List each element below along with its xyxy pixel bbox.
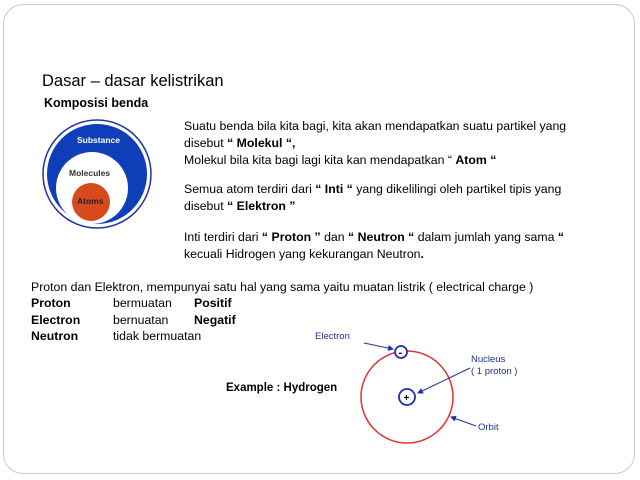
p2-line1: Semua atom terdiri dari “ Inti “ yang dikelilingi oleh partikel tipis yang bbox=[184, 182, 562, 196]
paragraph-molecule bbox=[184, 118, 566, 169]
p3-line1: Inti terdiri dari “ Proton ” dan “ Neutron “ dalam jumlah yang sama “ bbox=[184, 230, 564, 244]
particle-desc: bernuatan bbox=[113, 313, 169, 327]
composition-diagram bbox=[40, 118, 160, 230]
nucleus-label: Nucleus bbox=[471, 354, 506, 365]
hydrogen-atom-diagram bbox=[350, 335, 530, 447]
proton-sign: + bbox=[403, 393, 410, 404]
p1-line3: Molekul bila kita bagi lagi kita kan mendapatkan “ Atom “ bbox=[184, 153, 497, 167]
nucleus-sub-label: ( 1 proton ) bbox=[471, 366, 518, 377]
section-subtitle: Komposisi benda bbox=[44, 96, 149, 110]
slide-title: Dasar – dasar kelistrikan bbox=[42, 72, 224, 90]
p1-line1: Suatu benda bila kita bagi, kita akan mendapatkan suatu partikel yang bbox=[184, 119, 567, 133]
orbit-arrow bbox=[451, 417, 476, 426]
atoms-label: Atoms bbox=[77, 196, 104, 206]
particle-desc: tidak bermuatan bbox=[113, 329, 202, 343]
p2-line2: disebut “ Elektron ” bbox=[184, 199, 296, 213]
particle-desc: bermuatan bbox=[113, 296, 172, 310]
example-label: Example : Hydrogen bbox=[226, 382, 338, 394]
particle-name: Neutron bbox=[31, 329, 79, 343]
particle-value: Positif bbox=[194, 296, 232, 310]
charge-intro: Proton dan Elektron, mempunyai satu hal yang sama yaitu muatan listrik ( electrical charge ) bbox=[31, 280, 534, 294]
orbit-label: Orbit bbox=[478, 422, 499, 433]
nucleus-arrow bbox=[418, 368, 470, 393]
particle-value: Negatif bbox=[194, 313, 236, 327]
paragraph-nucleus bbox=[184, 229, 564, 263]
particle-name: Proton bbox=[31, 296, 71, 310]
p3-line2: kecuali Hidrogen yang kekurangan Neutron. bbox=[184, 247, 424, 261]
substance-label: Substance bbox=[77, 135, 120, 145]
particle-name: Electron bbox=[31, 313, 81, 327]
p1-line2: disebut “ Molekul “, bbox=[184, 136, 296, 150]
electron-sign: - bbox=[398, 347, 403, 359]
electron-arrow bbox=[364, 343, 393, 349]
paragraph-atom bbox=[184, 181, 561, 215]
molecules-label: Molecules bbox=[69, 168, 111, 178]
electron-label: Electron bbox=[315, 331, 350, 342]
